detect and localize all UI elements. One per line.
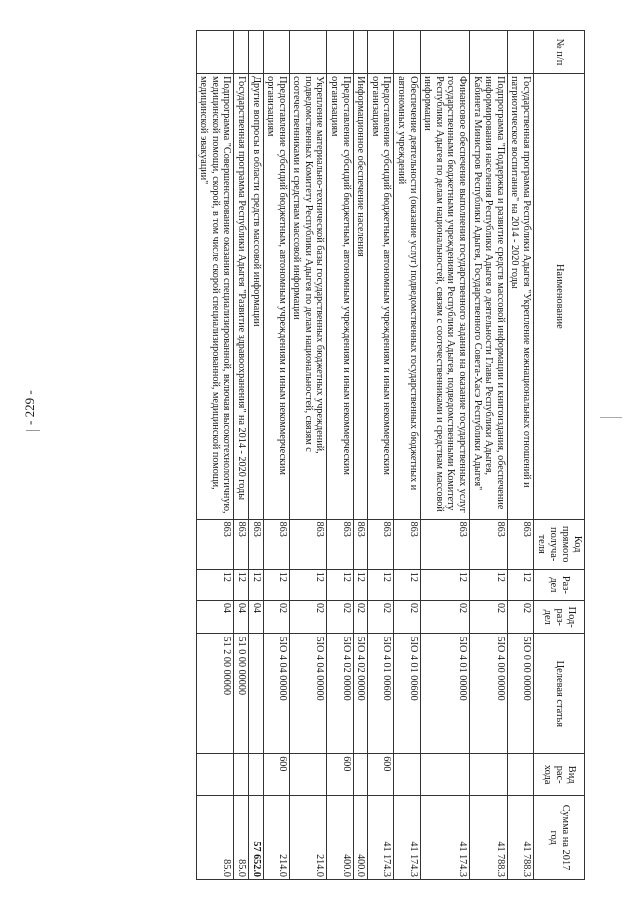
cell-section: 12: [327, 569, 353, 600]
cell-admin-code: 863: [248, 519, 263, 569]
cell-num: [248, 31, 263, 74]
cell-name: Обеспечение деятельности (оказание услуг) подведомственных государственных бюджетных и автономных учреждений: [394, 74, 420, 519]
cell-subsection: 04: [196, 600, 234, 634]
cell-subsection: 02: [353, 600, 368, 634]
cell-num: [394, 31, 420, 74]
cell-amount: 57 652.0: [248, 796, 263, 880]
cell-amount: 214.0: [289, 796, 327, 880]
cell-target: 5IO 4 04 00000: [289, 634, 327, 754]
cell-target: 5IO 4 02 00000: [353, 634, 368, 754]
table-row: [353, 31, 368, 880]
table-row: [368, 31, 394, 880]
cell-subsection: 04: [248, 600, 263, 634]
cell-admin-code: 863: [470, 519, 508, 569]
cell-subsection: 02: [507, 600, 533, 634]
cell-target: 5IO 4 01 00600: [368, 634, 394, 754]
cell-section: 12: [263, 569, 289, 600]
table-row: [420, 31, 469, 880]
header-section: Раз-дел: [534, 569, 585, 600]
cell-admin-code: 863: [327, 519, 353, 569]
table-header-row: [534, 31, 585, 880]
cell-amount: 41 788.3: [507, 796, 533, 880]
cell-admin-code: 863: [394, 519, 420, 569]
header-subsection: Под-раз-дел: [534, 600, 585, 634]
cell-expense-type: [420, 754, 469, 796]
cell-admin-code: 863: [420, 519, 469, 569]
cell-target: 51 0 00 00000: [234, 634, 249, 754]
cell-target: 5IO 0 00 00000: [507, 634, 533, 754]
cell-target: 5IO 4 01 00000: [420, 634, 469, 754]
cell-expense-type: [353, 754, 368, 796]
cell-name: Подпрограмма "Поддержка и развитие средств массовой информации и книгоиздания, обеспечение информирования населения Республики Адыгея о деятельности Главы Республики Адыгея, Кабинета Министров Республики Адыгея, Государственного Совета-Хасэ Республики Адыгея": [470, 74, 508, 519]
cell-admin-code: 863: [234, 519, 249, 569]
header-expense-type: Вид рас-хода: [534, 754, 585, 796]
header-admin-code: Код прямого получа-теля: [534, 519, 585, 569]
cell-num: [289, 31, 327, 74]
cell-amount: 41 174.3: [368, 796, 394, 880]
cell-amount: 41 788.3: [470, 796, 508, 880]
budget-table: [196, 30, 585, 880]
cell-admin-code: 863: [196, 519, 234, 569]
cell-section: 12: [470, 569, 508, 600]
cell-section: 12: [196, 569, 234, 600]
cell-num: [234, 31, 249, 74]
cell-num: [196, 31, 234, 74]
cell-section: 12: [368, 569, 394, 600]
cell-num: [470, 31, 508, 74]
cell-name: Предоставление субсидий бюджетным, автономным учреждениям и иным некоммерческим организациям: [263, 74, 289, 519]
cell-target: 5IO 4 01 00600: [394, 634, 420, 754]
cell-name: Финансовое обеспечение выполнения государственного задания на оказание государственных услуг государственными бюджетными учреждениями Республики Адыгея, подведомственными Комитету Республики Адыгея по делам национальностей, связям с соотечественниками и средствам массовой информации: [420, 74, 469, 519]
cell-amount: 41 174.3: [420, 796, 469, 880]
scan-mark: [600, 417, 622, 418]
cell-name: Подпрограмма "Совершенствование оказания специализированной, включая высокотехнологичную, медицинской помощи, скорой, в том числе скорой специализированной, медицинской помощи, медицинской эвакуации": [196, 74, 234, 519]
cell-subsection: 02: [420, 600, 469, 634]
cell-expense-type: [234, 754, 249, 796]
cell-name: Другие вопросы в области средств массовой информации: [248, 74, 263, 519]
cell-name: Государственная программа Республики Адыгея "Укрепление межнациональных отношений и патриотическое воспитание" на 2014 - 2020 годы: [507, 74, 533, 519]
cell-section: 12: [420, 569, 469, 600]
cell-section: 12: [394, 569, 420, 600]
cell-section: 12: [353, 569, 368, 600]
cell-subsection: 02: [327, 600, 353, 634]
page-number: - 229 -: [22, 390, 37, 425]
cell-target: 51 2 00 00000: [196, 634, 234, 754]
cell-section: 12: [507, 569, 533, 600]
header-amount: Сумма на 2017 год: [534, 796, 585, 880]
cell-section: 12: [289, 569, 327, 600]
cell-num: [507, 31, 533, 74]
cell-expense-type: [248, 754, 263, 796]
cell-expense-type: [196, 754, 234, 796]
rotated-page: [115, 30, 585, 880]
cell-target: 5IO 4 04 00000: [263, 634, 289, 754]
cell-name: Информационное обеспечение населения: [353, 74, 368, 519]
cell-subsection: 02: [470, 600, 508, 634]
cell-amount: 85.0: [196, 796, 234, 880]
table-row: [327, 31, 353, 880]
cell-amount: 400.0: [353, 796, 368, 880]
cell-subsection: 02: [263, 600, 289, 634]
cell-name: Предоставление субсидий бюджетным, автономным учреждениям и иным некоммерческим организациям: [327, 74, 353, 519]
cell-amount: 214.0: [263, 796, 289, 880]
cell-subsection: 04: [234, 600, 249, 634]
table-row: [394, 31, 420, 880]
cell-name: Предоставление субсидий бюджетным, автономным учреждениям и иным некоммерческим организациям: [368, 74, 394, 519]
cell-amount: 400.0: [327, 796, 353, 880]
cell-expense-type: [289, 754, 327, 796]
cell-target: 5IO 4 02 00000: [327, 634, 353, 754]
cell-subsection: 02: [368, 600, 394, 634]
table-row: [289, 31, 327, 880]
cell-num: [368, 31, 394, 74]
scan-mark: [26, 430, 40, 431]
cell-expense-type: 600: [263, 754, 289, 796]
header-num: № п/п: [534, 31, 585, 74]
cell-expense-type: [507, 754, 533, 796]
cell-subsection: 02: [289, 600, 327, 634]
cell-expense-type: [470, 754, 508, 796]
cell-num: [353, 31, 368, 74]
cell-subsection: 02: [394, 600, 420, 634]
cell-admin-code: 863: [368, 519, 394, 569]
table-row: [470, 31, 508, 880]
cell-section: 12: [234, 569, 249, 600]
cell-expense-type: 600: [368, 754, 394, 796]
header-name: Наименование: [534, 74, 585, 519]
cell-section: 12: [248, 569, 263, 600]
cell-target: [248, 634, 263, 754]
cell-name: Укрепление материально-технической базы государственных бюджетных учреждений, подведомственных Комитету Республики Адыгея по делам национальностей, связям с соотечественниками и средствам массовой информации: [289, 74, 327, 519]
table-row: [248, 31, 263, 880]
cell-name: Государственная программа Республики Адыгея "Развитие здравоохранения" на 2014 - 2020 годы: [234, 74, 249, 519]
cell-admin-code: 863: [507, 519, 533, 569]
cell-num: [263, 31, 289, 74]
cell-expense-type: [394, 754, 420, 796]
table-row: [507, 31, 533, 880]
cell-amount: 41 174.3: [394, 796, 420, 880]
table-row: [263, 31, 289, 880]
cell-target: 5IO 4 00 00000: [470, 634, 508, 754]
cell-admin-code: 863: [353, 519, 368, 569]
header-target: Целевая статья: [534, 634, 585, 754]
cell-admin-code: 863: [263, 519, 289, 569]
cell-num: [420, 31, 469, 74]
cell-expense-type: 600: [327, 754, 353, 796]
cell-amount: 85.0: [234, 796, 249, 880]
table-row: [234, 31, 249, 880]
table-row: [196, 31, 234, 880]
cell-num: [327, 31, 353, 74]
cell-admin-code: 863: [289, 519, 327, 569]
